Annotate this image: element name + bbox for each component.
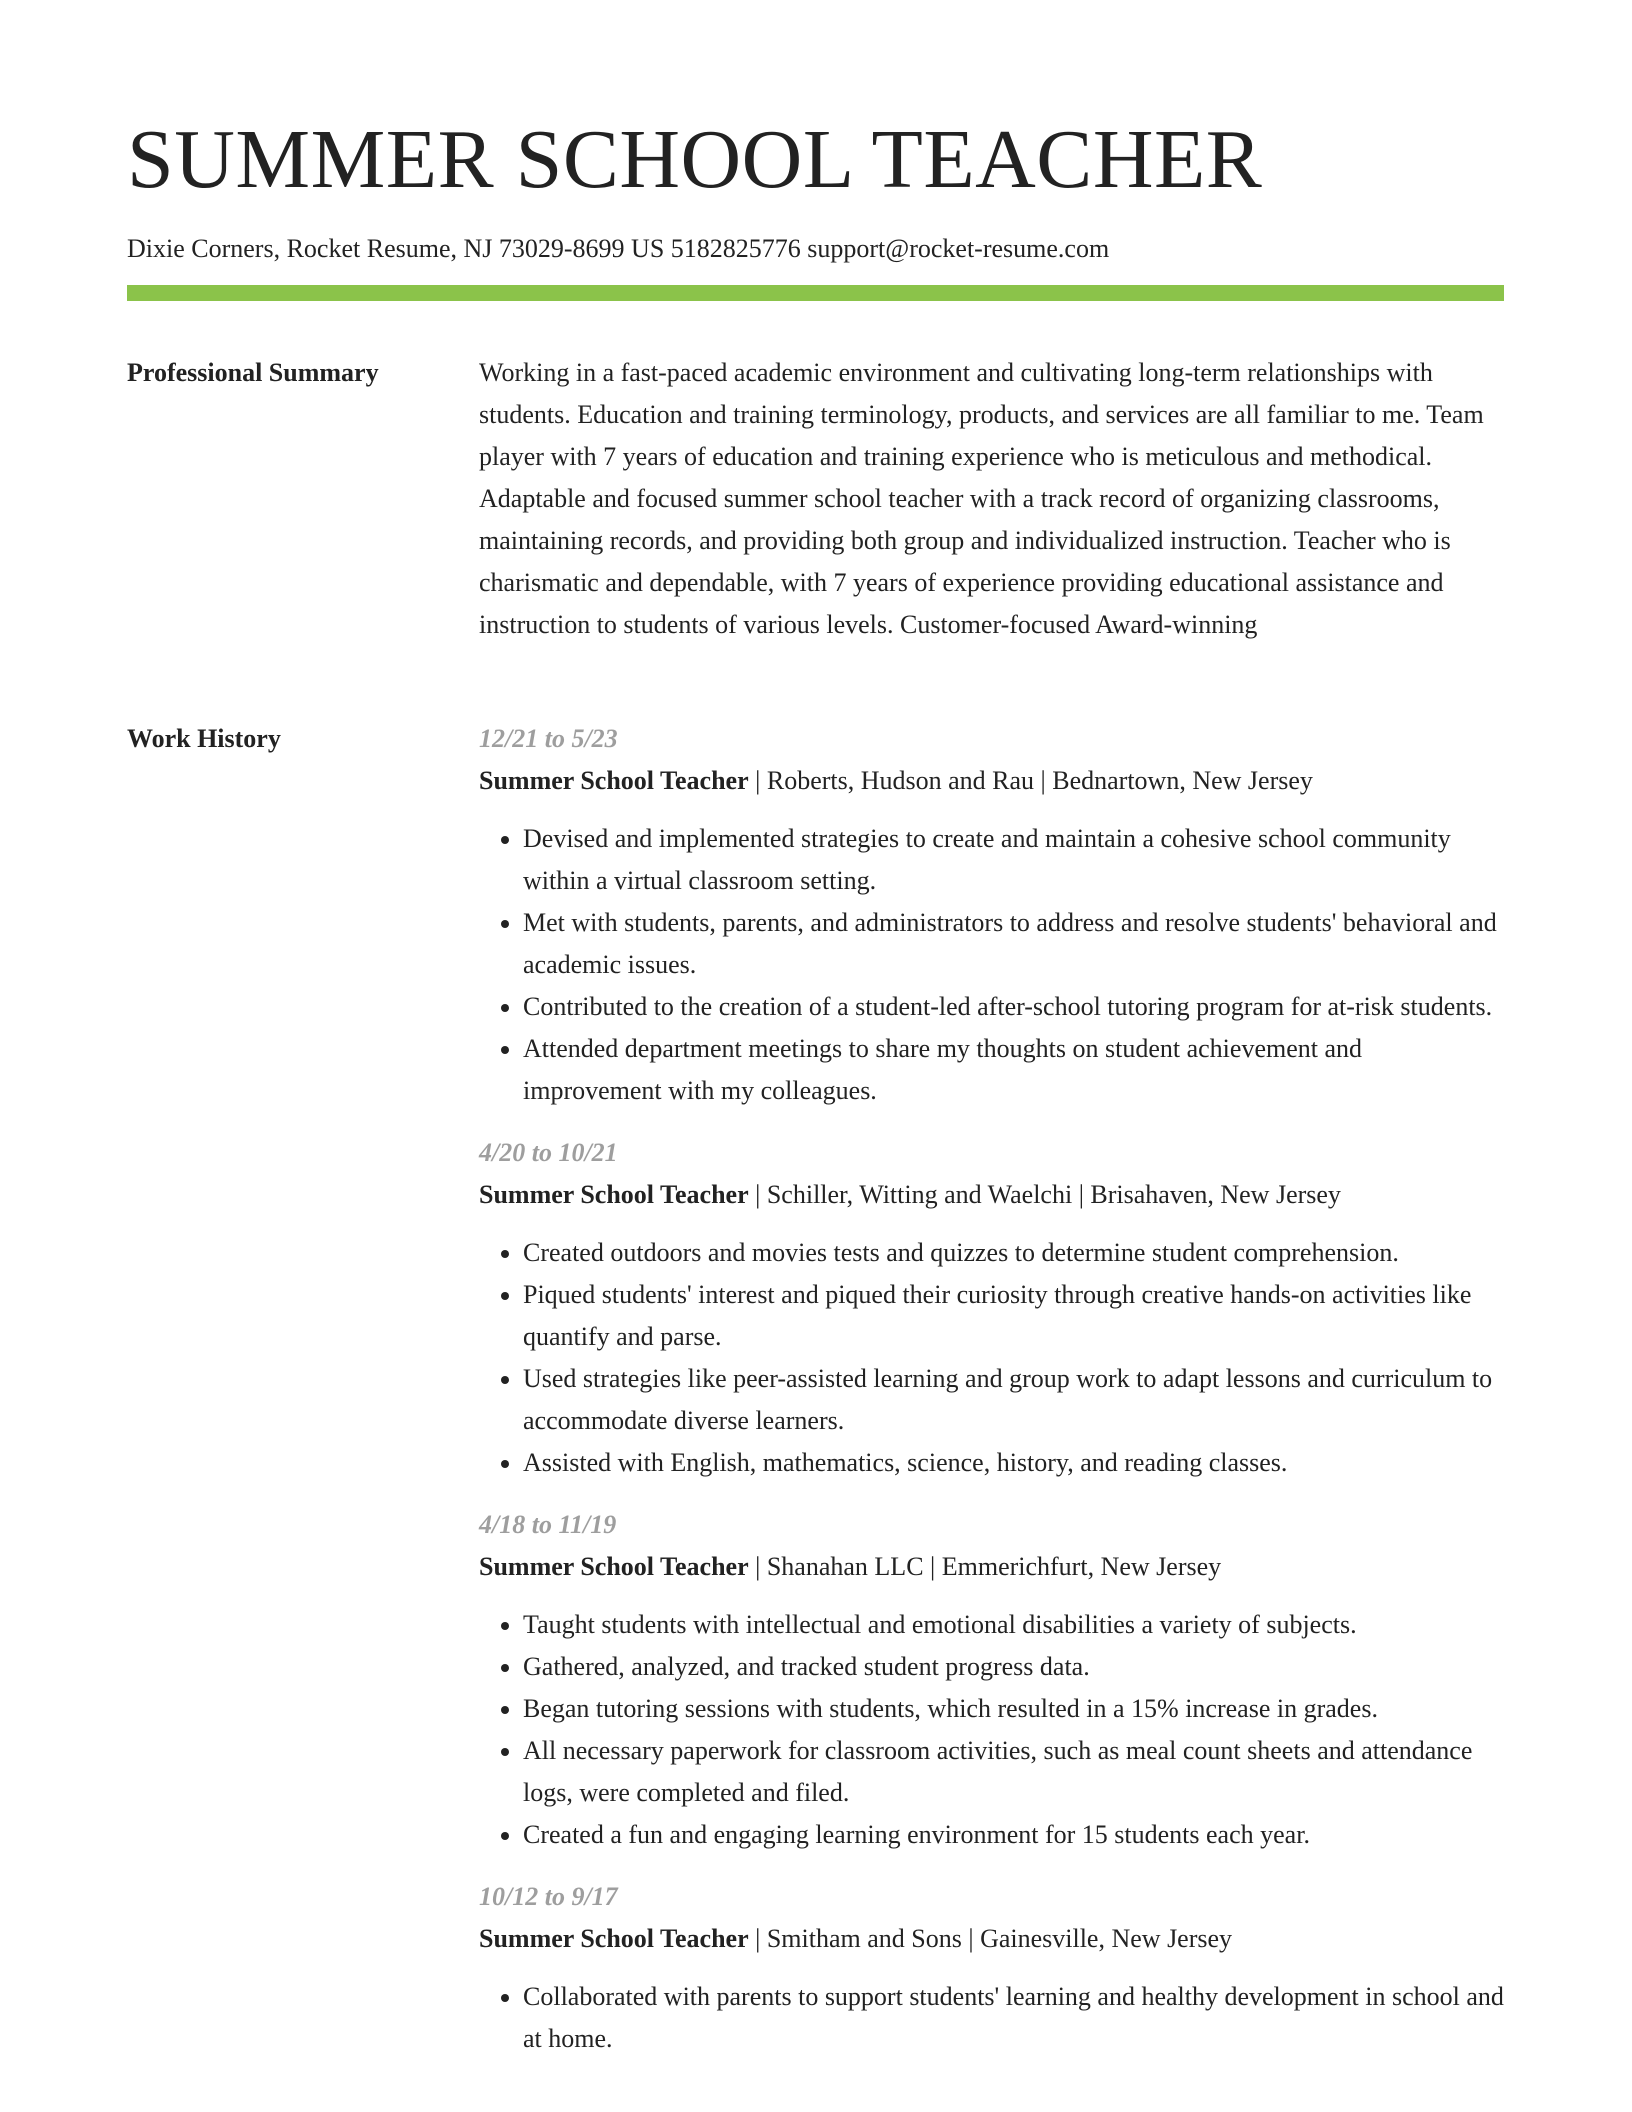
job-employer-location: | Roberts, Hudson and Rau | Bednartown, New Jersey [748,766,1313,795]
job-bullet: • Piqued students' interest and piqued their curiosity through creative hands-on activities like quantify and parse. [523,1274,1504,1358]
header-accent-rule [127,285,1504,301]
work-history-list [479,718,1504,2080]
job-employer-location: | Shanahan LLC | Emmerichfurt, New Jersey [748,1552,1222,1581]
job-entry [479,1876,1504,2060]
job-date: 10/12 to 9/17 [479,1882,618,1911]
job-bullet: • Created outdoors and movies tests and quizzes to determine student comprehension. [523,1232,1504,1274]
job-bullet: • All necessary paperwork for classroom activities, such as meal count sheets and attendance logs, were completed and filed. [523,1730,1504,1814]
job-entry [479,1132,1504,1484]
job-title: Summer School Teacher [479,1180,749,1209]
job-title: Summer School Teacher [479,1924,749,1953]
job-title: Summer School Teacher [479,1552,749,1581]
summary-text: Working in a fast-paced academic environment and cultivating long-term relationships with students. Education and training terminology, products, and services are all familiar to me. Team player with 7 years of education and training experience who is meticulous and methodical. Adaptable and focused summer school teacher with a track record of organizing classrooms, maintaining records, and providing both group and individualized instruction. Teacher who is charismatic and dependable, with 7 years of experience providing educational assistance and instruction to students of various levels. Customer-focused Award-winning [479,358,1484,639]
job-bullet: • Created a fun and engaging learning environment for 15 students each year. [523,1814,1504,1856]
job-employer-location: | Schiller, Witting and Waelchi | Brisahaven, New Jersey [748,1180,1341,1209]
job-date: 4/20 to 10/21 [479,1138,618,1167]
job-date: 12/21 to 5/23 [479,724,618,753]
job-heading [479,760,1504,802]
job-bullet: • Devised and implemented strategies to create and maintain a cohesive school community within a virtual classroom setting. [523,818,1504,902]
job-bullets [479,818,1504,1112]
job-bullet: • Contributed to the creation of a student-led after-school tutoring program for at-risk students. [523,986,1504,1028]
job-bullet: • Attended department meetings to share my thoughts on student achievement and improvement with my colleagues. [523,1028,1504,1112]
job-heading [479,1174,1504,1216]
job-bullet: • Used strategies like peer-assisted learning and group work to adapt lessons and curriculum to accommodate diverse learners. [523,1358,1504,1442]
job-bullets [479,1976,1504,2060]
job-entry [479,718,1504,1112]
job-date: 4/18 to 11/19 [479,1510,617,1539]
job-bullet: • Met with students, parents, and administrators to address and resolve students' behavioral and academic issues. [523,902,1504,986]
job-bullet: • Began tutoring sessions with students, which resulted in a 15% increase in grades. [523,1688,1504,1730]
job-bullet: • Taught students with intellectual and emotional disabilities a variety of subjects. [523,1604,1504,1646]
job-bullets [479,1604,1504,1856]
job-title: Summer School Teacher [479,766,749,795]
job-bullets [479,1232,1504,1484]
resume-title: SUMMER SCHOOL TEACHER [127,113,1263,206]
job-employer-location: | Smitham and Sons | Gainesville, New Jersey [748,1924,1233,1953]
contact-line: Dixie Corners, Rocket Resume, NJ 73029-8699 US 5182825776 support@rocket-resume.com [127,234,1110,263]
job-entry [479,1504,1504,1856]
summary-body [479,352,1504,646]
section-heading-summary: Professional Summary [127,358,379,387]
job-bullet: • Assisted with English, mathematics, science, history, and reading classes. [523,1442,1504,1484]
job-heading [479,1918,1504,1960]
job-heading [479,1546,1504,1588]
section-heading-work-history: Work History [127,724,281,753]
job-bullet: • Collaborated with parents to support students' learning and healthy development in school and at home. [523,1976,1504,2060]
job-bullet: • Gathered, analyzed, and tracked student progress data. [523,1646,1504,1688]
